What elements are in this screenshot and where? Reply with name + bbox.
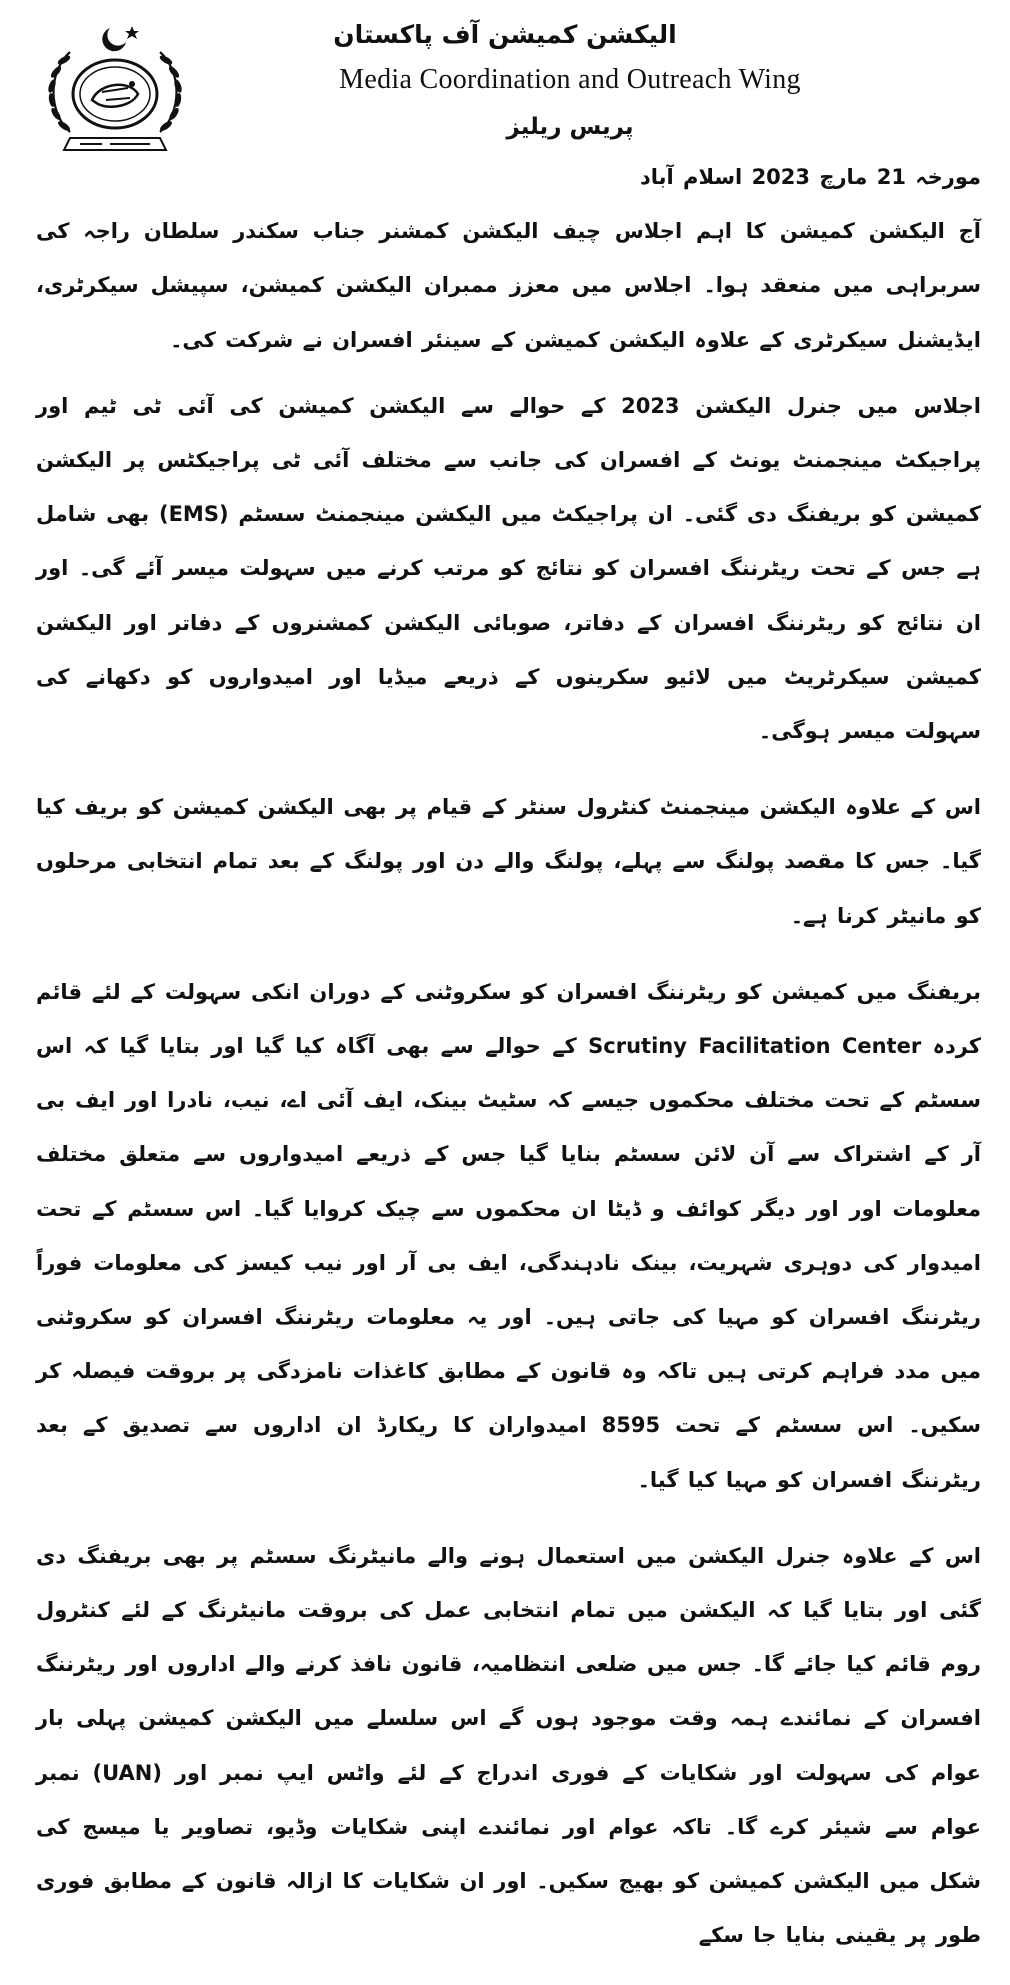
press-release-heading: پریس ریلیز xyxy=(506,114,634,140)
organization-name: الیکشن کمیشن آف پاکستان xyxy=(333,20,677,49)
paragraph: بریفنگ میں کمیشن کو ریٹرننگ افسران کو سکروٹنی کے دوران انکی سہولت کے لئے قائم کردہ Scrutiny Facilitation Center کے حوالے سے بھی آگاہ کیا گیا اور بتایا گیا کہ اس سسٹم کے تحت مختلف محکموں جیسے کہ سٹیٹ بینک، ایف آئی اے، نیب، نادرا اور ایف بی آر کے اشتراک سے آن لائن سسٹم بنایا گیا جس کے ذریعے امیدواروں سے متعلق مختلف معلومات اور اور دیگر کوائف و ڈیٹا ان محکموں سے چیک کروایا گیا۔ اس سسٹم کے تحت امیدوار کی دوہری شہریت، بینک نادہندگی، ایف بی آر اور نیب کیسز کی معلومات فوراً ریٹرننگ افسران کو مہیا کی جاتی ہیں۔ اور یہ معلومات ریٹرننگ افسران کو سکروٹنی میں مدد فراہم کرتی ہیں تاکہ وہ قانون کے مطابق کاغذات نامزدگی پر بروقت فیصلہ کر سکیں۔ اس سسٹم کے تحت 8595 امیدواران کا ریکارڈ ان اداروں سے تصدیق کے بعد ریٹرننگ افسران کو مہیا کیا گیا۔ xyxy=(36,979,981,1492)
date-line: مورخہ 21 مارچ 2023 اسلام آباد xyxy=(640,165,981,189)
press-release-body xyxy=(36,150,981,1985)
paragraph: اس کے علاوہ الیکشن مینجمنٹ کنٹرول سنٹر کے قیام پر بھی الیکشن کمیشن کو بریف کیا گیا۔ جس کا مقصد پولنگ سے پہلے، پولنگ والے دن اور پولنگ کے بعد تمام انتخابی مرحلوں کو مانیٹر کرنا ہے۔ xyxy=(36,795,981,928)
paragraph: اس کے علاوہ جنرل الیکشن میں استعمال ہونے والے مانیٹرنگ سسٹم پر بھی بریفنگ دی گئی اور بتایا گیا کہ الیکشن میں تمام انتخابی عمل کی بروقت مانیٹرنگ کے لئے کنٹرول روم قائم کیا جائے گا۔ جس میں ضلعی انتظامیہ، قانون نافذ کرنے والے اداروں اور ریٹرننگ افسران کے نمائندے ہمہ وقت موجود ہوں گے اس سلسلے میں الیکشن کمیشن پہلی بار عوام کی سہولت اور شکایات کے فوری اندراج کے لئے واٹس ایپ نمبر اور (UAN) نمبر عوام سے شیئر کرے گا۔ تاکہ عوام اور نمائندے اپنی شکایات وڈیو، تصاویر یا میسج کی شکل میں الیکشن کمیشن کو بھیج سکیں۔ اور ان شکایات کا ازالہ قانون کے مطابق فوری طور پر یقینی بنایا جا سکے xyxy=(36,1543,981,1948)
wing-title: Media Coordination and Outreach Wing xyxy=(339,64,801,95)
paragraph: اجلاس میں جنرل الیکشن 2023 کے حوالے سے الیکشن کمیشن کی آئی ٹی ٹیم اور پراجیکٹ مینجمنٹ یونٹ کے افسران کی جانب سے مختلف آئی ٹی پراجیکٹس پر الیکشن کمیشن کو بریفنگ دی گئی۔ ان پراجیکٹ میں الیکشن مینجمنٹ سسٹم (EMS) بھی شامل ہے جس کے تحت ریٹرننگ افسران کو نتائج کو مرتب کرنے میں سہولت میسر آئے گی۔ اور ان نتائج کو ریٹرننگ افسران کے دفاتر، صوبائی الیکشن کمشنروں کے دفاتر اور الیکشن کمیشن سیکرٹریٹ میں لائیو سکرینوں کے ذریعے میڈیا اور امیدواروں کو دکھانے کی سہولت میسر ہوگی۔ xyxy=(36,393,981,744)
paragraph: آج الیکشن کمیشن کا اہم اجلاس چیف الیکشن کمشنر جناب سکندر سلطان راجہ کی سربراہی میں منعقد ہوا۔ اجلاس میں معزز ممبران الیکشن کمیشن، سپیشل سیکرٹری، ایڈیشنل سیکرٹری کے علاوہ الیکشن کمیشن کے سینئر افسران نے شرکت کی۔ xyxy=(36,219,981,352)
